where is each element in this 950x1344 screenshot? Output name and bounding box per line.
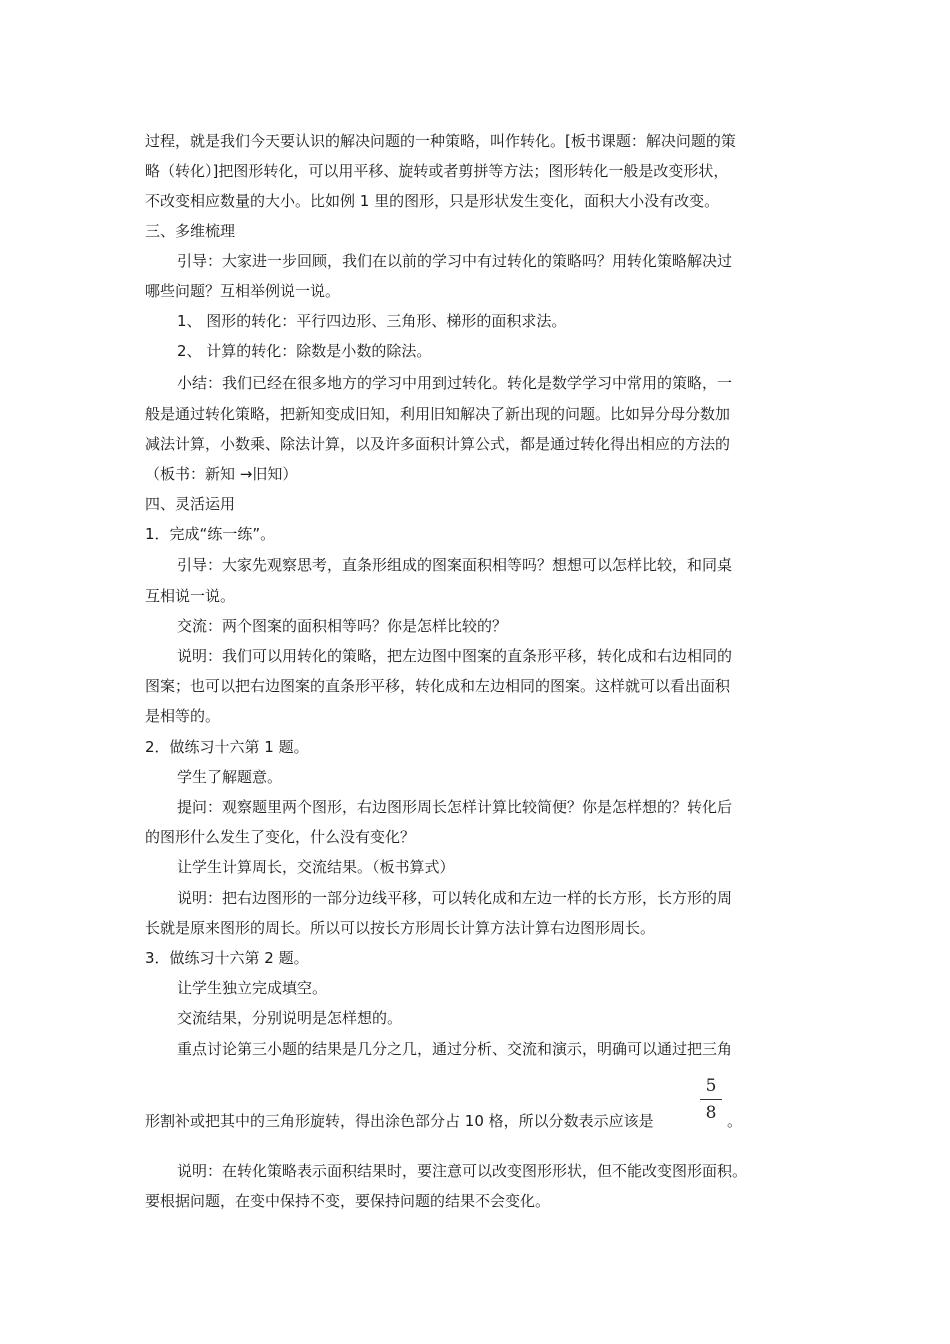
exercise-heading: 3．做练习十六第 2 题。: [145, 949, 309, 967]
section-heading: 四、灵活运用: [145, 495, 236, 513]
paragraph-line: 形割补或把其中的三角形旋转，得出涂色部分占 10 格，所以分数表示应该是: [145, 1112, 654, 1130]
paragraph-line: 引导：大家进一步回顾，我们在以前的学习中有过转化的策略吗？用转化策略解决过: [177, 252, 733, 270]
paragraph-line: 的图形什么发生了变化，什么没有变化？: [145, 828, 416, 846]
list-item: 1、 图形的转化：平行四边形、三角形、梯形的面积求法。: [177, 312, 567, 330]
paragraph-line: 提问：观察题里两个图形，右边图形周长怎样计算比较简便？你是怎样想的？转化后: [177, 798, 733, 816]
paragraph-line: 图案；也可以把右边图案的直条形平移，转化成和左边相同的图案。这样就可以看出面积: [145, 677, 731, 695]
paragraph-line: 小结：我们已经在很多地方的学习中用到过转化。转化是数学学习中常用的策略，一: [177, 374, 733, 392]
paragraph-line: 交流结果，分别说明是怎样想的。: [177, 1009, 403, 1027]
paragraph-line: 交流：两个图案的面积相等吗？你是怎样比较的？: [177, 617, 508, 635]
paragraph-line: 哪些问题？互相举例说一说。: [145, 282, 341, 300]
paragraph-line: 重点讨论第三小题的结果是几分之几，通过分析、交流和演示，明确可以通过把三角: [177, 1040, 733, 1058]
paragraph-line: 过程，就是我们今天要认识的解决问题的一种策略，叫作转化。[板书课题：解决问题的策: [145, 132, 736, 150]
paragraph-line: 减法计算，小数乘、除法计算，以及许多面积计算公式，都是通过转化得出相应的方法的: [145, 435, 731, 453]
list-item: 2、 计算的转化：除数是小数的除法。: [177, 342, 432, 360]
section-heading: 三、多维梳理: [145, 222, 236, 240]
fraction-bar: [700, 1099, 722, 1100]
fraction-five-eighths: [697, 1075, 725, 1124]
paragraph-line: 说明：在转化策略表示面积结果时，要注意可以改变图形形状，但不能改变图形面积。: [177, 1162, 748, 1180]
fraction-numerator: 5: [705, 1076, 717, 1096]
fraction-denominator: 8: [705, 1103, 717, 1123]
paragraph-line: 互相说一说。: [145, 587, 236, 605]
paragraph-line: 要根据问题，在变中保持不变，要保持问题的结果不会变化。: [145, 1192, 551, 1210]
paragraph-line: 让学生计算周长，交流结果。（板书算式）: [177, 858, 455, 876]
paragraph-line: 不改变相应数量的大小。比如例 1 里的图形，只是形状发生变化，面积大小没有改变。: [145, 192, 720, 210]
paragraph-line: 说明：把右边图形的一部分边线平移，可以转化成和左边一样的长方形，长方形的周: [177, 889, 733, 907]
paragraph-line: （板书：新知 →旧知）: [145, 465, 298, 483]
paragraph-line: 般是通过转化策略，把新知变成旧知，利用旧知解决了新出现的问题。比如异分母分数加: [145, 405, 731, 423]
paragraph-line: 是相等的。: [145, 707, 221, 725]
paragraph-line: 略（转化）]把图形转化，可以用平移、旋转或者剪拼等方法；图形转化一般是改变形状，: [145, 162, 729, 180]
paragraph-line: 说明：我们可以用转化的策略，把左边图中图案的直条形平移，转化成和右边相同的: [177, 647, 733, 665]
paragraph-line: 学生了解题意。: [177, 768, 283, 786]
paragraph-line: 引导：大家先观察思考，直条形组成的图案面积相等吗？想想可以怎样比较，和同桌: [177, 556, 733, 574]
paragraph-line: 长就是原来图形的周长。所以可以按长方形周长计算方法计算右边图形周长。: [145, 919, 656, 937]
exercise-heading: 2．做练习十六第 1 题。: [145, 738, 309, 756]
paragraph-line: 让学生独立完成填空。: [177, 979, 328, 997]
fraction-suffix: 。: [727, 1112, 743, 1130]
exercise-heading: 1．完成“练一练”。: [145, 525, 276, 543]
